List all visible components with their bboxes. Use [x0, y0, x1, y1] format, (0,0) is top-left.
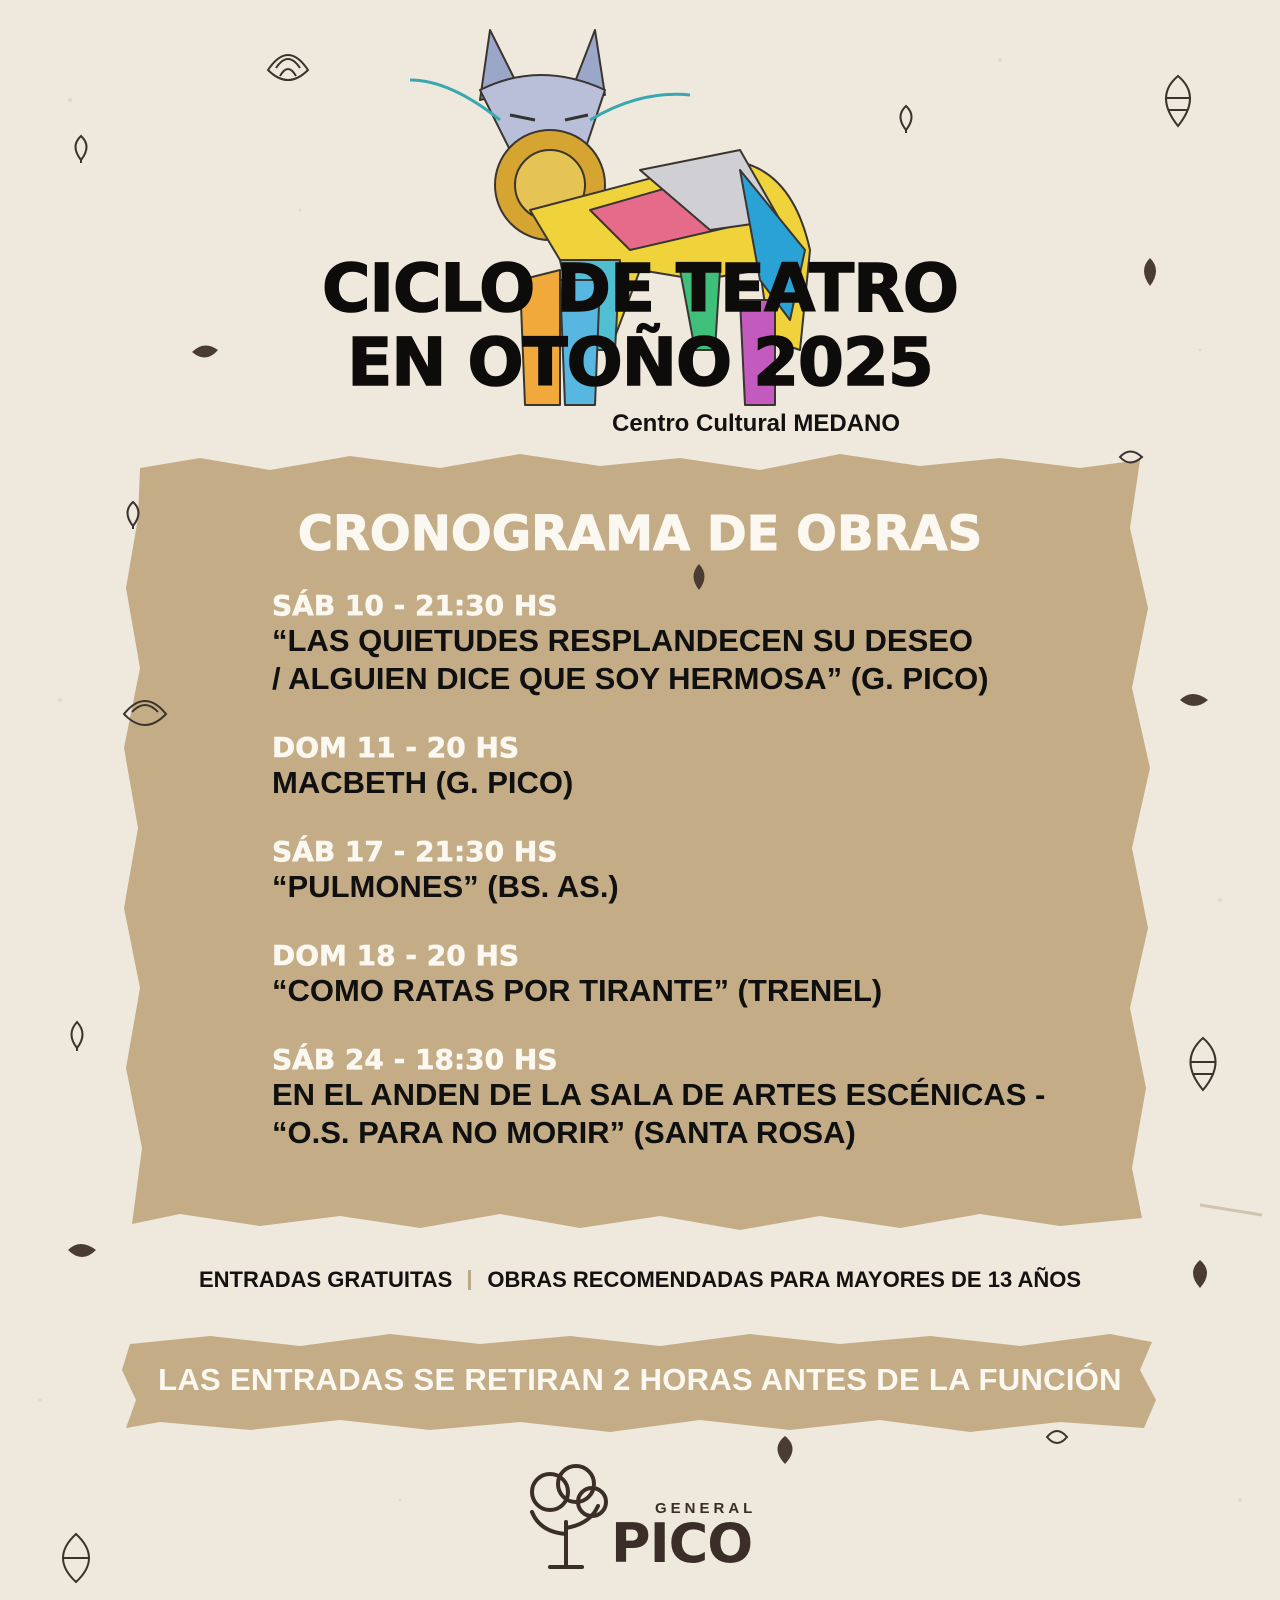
leaf-outline-icon [1118, 446, 1144, 468]
age-recommendation-text: OBRAS RECOMENDADAS PARA MAYORES DE 13 AÑOS [487, 1267, 1082, 1292]
event-date: DOM 18 - 20 HS [272, 939, 520, 972]
event-title-line2: “O.S. PARA NO MORIR” (SANTA ROSA) [272, 1115, 856, 1150]
leaf-icon [190, 340, 222, 364]
event-date: SÁB 10 - 21:30 HS [272, 589, 558, 622]
leaf-outline-icon [70, 134, 92, 164]
event-title-line1: “COMO RATAS POR TIRANTE” (TRENEL) [272, 973, 883, 1008]
hop-icon [118, 690, 172, 736]
schedule-event [272, 940, 1092, 1010]
venue-name: Centro Cultural MEDANO [612, 410, 900, 437]
poster-title-line1: CICLO DE TEATRO [321, 250, 959, 327]
schedule-event [272, 590, 1092, 698]
leaf-icon [688, 562, 710, 594]
free-entry-text: ENTRADAS GRATUITAS [198, 1267, 453, 1292]
divider [468, 1270, 471, 1290]
event-date: SÁB 24 - 18:30 HS [272, 1043, 558, 1076]
event-title-line1: MACBETH (G. PICO) [272, 765, 574, 800]
leaf-outline-icon [895, 104, 917, 134]
event-title-line1: “PULMONES” (BS. AS.) [272, 869, 619, 904]
event-date: SÁB 17 - 21:30 HS [272, 835, 558, 868]
schedule-event [272, 836, 1092, 906]
leaf-icon [1138, 256, 1162, 290]
leaf-outline-icon [122, 500, 144, 530]
leaf-icon [1178, 688, 1210, 712]
hop-icon [258, 40, 318, 92]
hop-icon [46, 1530, 106, 1586]
ticket-pickup-notice: LAS ENTRADAS SE RETIRAN 2 HORAS ANTES DE LA FUNCIÓN [158, 1362, 1122, 1397]
schedule-event [272, 1044, 1092, 1152]
event-title-line2: / ALGUIEN DICE QUE SOY HERMOSA” (G. PICO) [272, 661, 989, 696]
event-date: DOM 11 - 20 HS [272, 731, 520, 764]
poster-title-line2: EN OTOÑO 2025 [347, 324, 933, 401]
logo-general-text: GENERAL [655, 1500, 757, 1517]
leaf-icon [770, 1434, 800, 1468]
schedule-event [272, 732, 1092, 802]
entry-info [0, 1267, 1280, 1293]
schedule-heading: CRONOGRAMA DE OBRAS [297, 506, 983, 562]
leaf-icon [1186, 1258, 1214, 1292]
schedule-list [272, 590, 1092, 1186]
leaf-outline-icon [66, 1020, 88, 1052]
hop-icon [1176, 1034, 1230, 1094]
leaf-outline-icon [1044, 1424, 1070, 1450]
event-title-line1: EN EL ANDEN DE LA SALA DE ARTES ESCÉNICAS - [272, 1077, 1046, 1112]
hop-icon [1152, 72, 1204, 130]
event-title-line1: “LAS QUIETUDES RESPLANDECEN SU DESEO [272, 623, 974, 658]
logo-pico-text: PICO [611, 1512, 753, 1575]
leaf-icon [66, 1238, 100, 1264]
